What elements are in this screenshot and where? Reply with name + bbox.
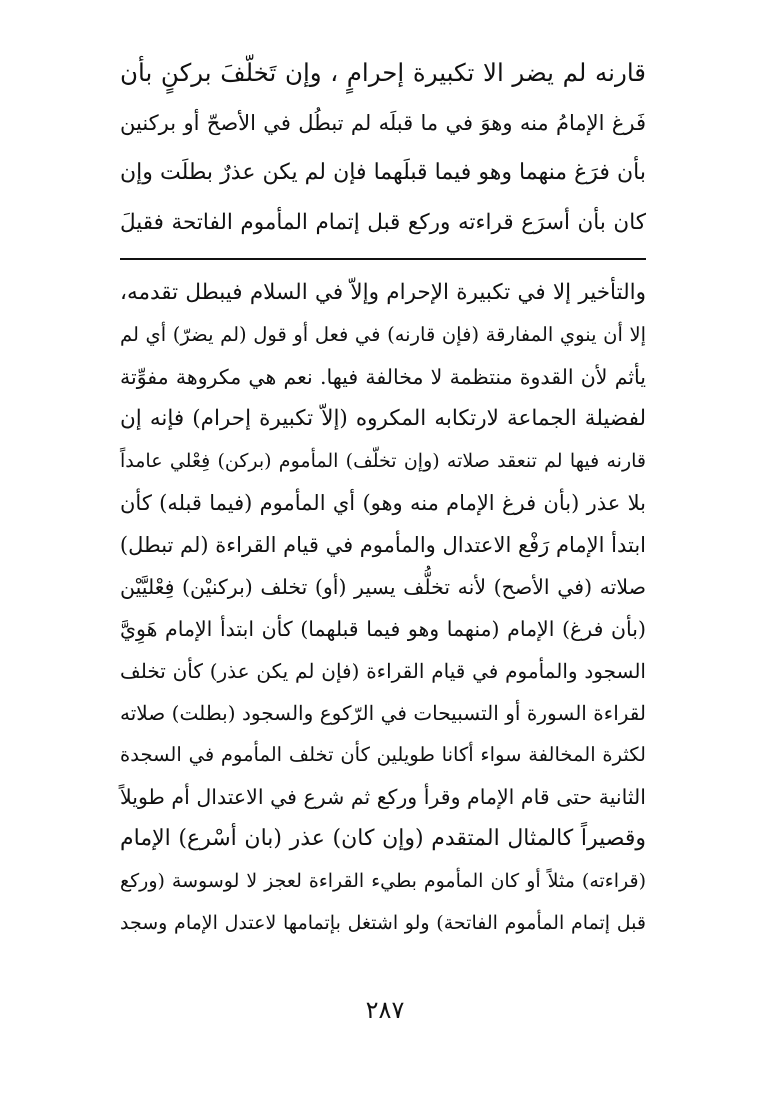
- commentary-line: (قراءته) مثلاً أو كان المأموم بطيء القراءة لعجز لا لوسوسة (وركع: [120, 870, 646, 892]
- commentary-line: الثانية حتى قام الإمام وقرأ وركع ثم شرع في الاعتدال أم طويلاً: [120, 785, 646, 809]
- page-number: ٢٨٧: [365, 996, 405, 1024]
- main-text-line: فَرغ الإمامُ منه وهوَ في ما قبلَه لم تبطُل في الأصحّ أو بركنين: [120, 111, 646, 135]
- commentary-line: والتأخير إلا في تكبيرة الإحرام وإلاّ في السلام فيبطل تقدمه،: [120, 280, 646, 305]
- commentary-line: لكثرة المخالفة سواء أكانا طويلين كأن تخلف المأموم في السجدة: [120, 743, 646, 766]
- commentary-line: ابتدأ الإمام رَفْع الاعتدال والمأموم في قيام القراءة (لم تبطل): [119, 533, 646, 557]
- commentary-line: السجود والمأموم في قيام القراءة (فإن لم يكن عذر) كأن تخلف: [120, 659, 646, 683]
- section-divider: [120, 258, 646, 260]
- commentary-line: صلاته (في الأصح) لأنه تخلُّف يسير (أو) تخلف (بركنيْن) فِعْليَّيْن: [120, 575, 646, 599]
- main-text-line: كان بأن أسرَع قراءته وركع قبل إتمام المأموم الفاتحة فقيلَ: [120, 210, 646, 235]
- commentary-line: وقصيراً كالمثال المتقدم (وإن كان) عذر (بان أسْرع) الإمام: [120, 826, 646, 851]
- commentary-line: قبل إتمام المأموم الفاتحة) ولو اشتغل بإتمامها لاعتدل الإمام وسجد: [120, 912, 646, 934]
- commentary-line: لقراءة السورة أو التسبيحات في الرّكوع والسجود (بطلت) صلاته: [120, 701, 646, 725]
- commentary-line: بلا عذر (بأن فرغ الإمام منه وهو) أي المأموم (فيما قبله) كأن: [120, 491, 646, 515]
- commentary-line: لفضيلة الجماعة لارتكابه المكروه (إلاّ تكبيرة إحرام) فإنه إن: [120, 406, 646, 431]
- main-text: [120, 48, 646, 248]
- commentary-line: إلا أن ينوي المفارقة (فإن قارنه) في فعل أو قول (لم يضرّ) أي لم: [120, 323, 646, 346]
- commentary-line: (بأن فرغ) الإمام (منهما وهو فيما قبلهما) كأن ابتدأ الإمام هَوِيَّ: [120, 617, 646, 641]
- main-text-line: قارنه لم يضر الا تكبيرة إحرامٍ ، وإن تَخلّفَ بركنٍ بأن: [120, 58, 646, 87]
- commentary-line: قارنه فيها لم تنعقد صلاته (وإن تخلّف) المأموم (بركن) فِعْلي عامداً: [120, 450, 646, 472]
- main-text-line: بأن فرَغ منهما وهو فيما قبلَهما فإن لم يكن عذرٌ بطلَت وإن: [120, 160, 646, 185]
- commentary-line: يأثم لأن القدوة منتظمة لا مخالفة فيها. نعم هي مكروهة مفوِّتة: [120, 365, 646, 389]
- commentary-text: [120, 272, 646, 944]
